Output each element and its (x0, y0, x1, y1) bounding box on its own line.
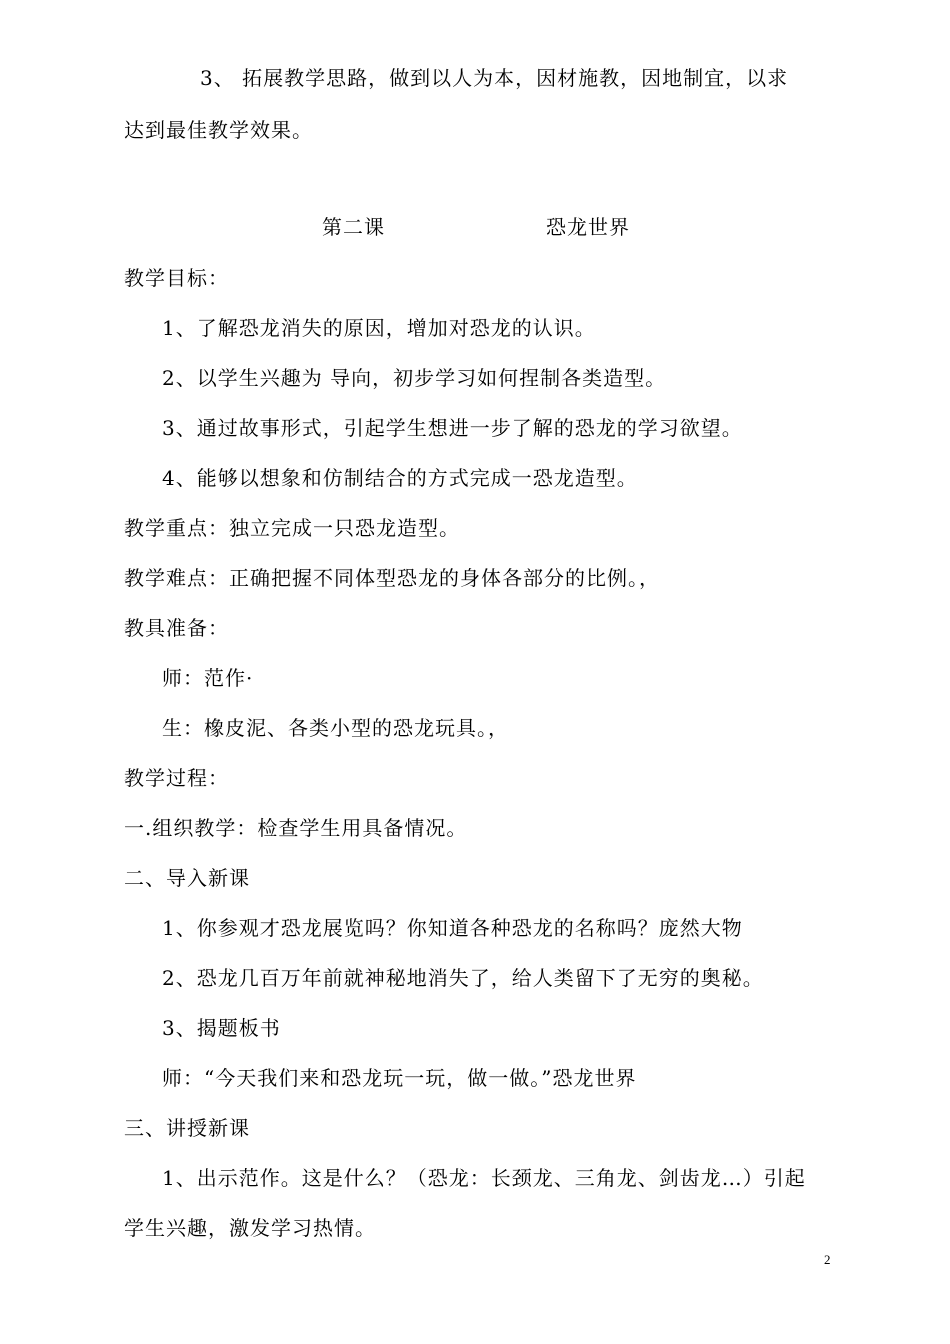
process-step-2-heading: 二、导入新课 (124, 866, 250, 890)
tools-heading: 教具准备： (124, 616, 229, 640)
paragraph-3-line-1: 3、 拓展教学思路，做到以人为本，因材施教，因地制宜，以求 (200, 66, 789, 90)
process-step-3-line-2: 学生兴趣，激发学习热情。 (124, 1216, 376, 1240)
process-step-1: 一.组织教学：检查学生用具备情况。 (124, 816, 468, 840)
objectives-heading: 教学目标： (124, 266, 229, 290)
process-step-3-line-1: 1、出示范作。这是什么？（恐龙：长颈龙、三角龙、剑齿龙…）引起 (162, 1166, 806, 1190)
page-number: 2 (824, 1252, 831, 1267)
objective-item: 2、以学生兴趣为 导向，初步学习如何捏制各类造型。 (162, 366, 667, 390)
process-heading: 教学过程： (124, 766, 229, 790)
process-step-2-quote: 师：“今天我们来和恐龙玩一玩，做一做。”恐龙世界 (162, 1066, 637, 1090)
key-point: 教学重点：独立完成一只恐龙造型。 (124, 516, 460, 540)
lesson-name: 恐龙世界 (546, 215, 630, 239)
process-step-2-item: 1、你参观才恐龙展览吗？你知道各种恐龙的名称吗？庞然大物 (162, 916, 743, 940)
process-step-3-heading: 三、讲授新课 (124, 1116, 250, 1140)
objective-item: 4、能够以想象和仿制结合的方式完成一恐龙造型。 (162, 466, 638, 490)
lesson-number: 第二课 (322, 215, 385, 239)
tools-teacher: 师：范作· (162, 666, 254, 690)
objective-item: 1、了解恐龙消失的原因，增加对恐龙的认识。 (162, 316, 596, 340)
difficulty: 教学难点：正确把握不同体型恐龙的身体各部分的比例。， (124, 566, 660, 590)
paragraph-3-line-2: 达到最佳教学效果。 (124, 118, 313, 142)
tools-student: 生：橡皮泥、各类小型的恐龙玩具。， (162, 716, 509, 740)
process-step-2-item: 2、恐龙几百万年前就神秘地消失了，给人类留下了无穷的奥秘。 (162, 966, 764, 990)
process-step-2-item: 3、揭题板书 (162, 1016, 281, 1040)
objective-item: 3、通过故事形式，引起学生想进一步了解的恐龙的学习欲望。 (162, 416, 743, 440)
